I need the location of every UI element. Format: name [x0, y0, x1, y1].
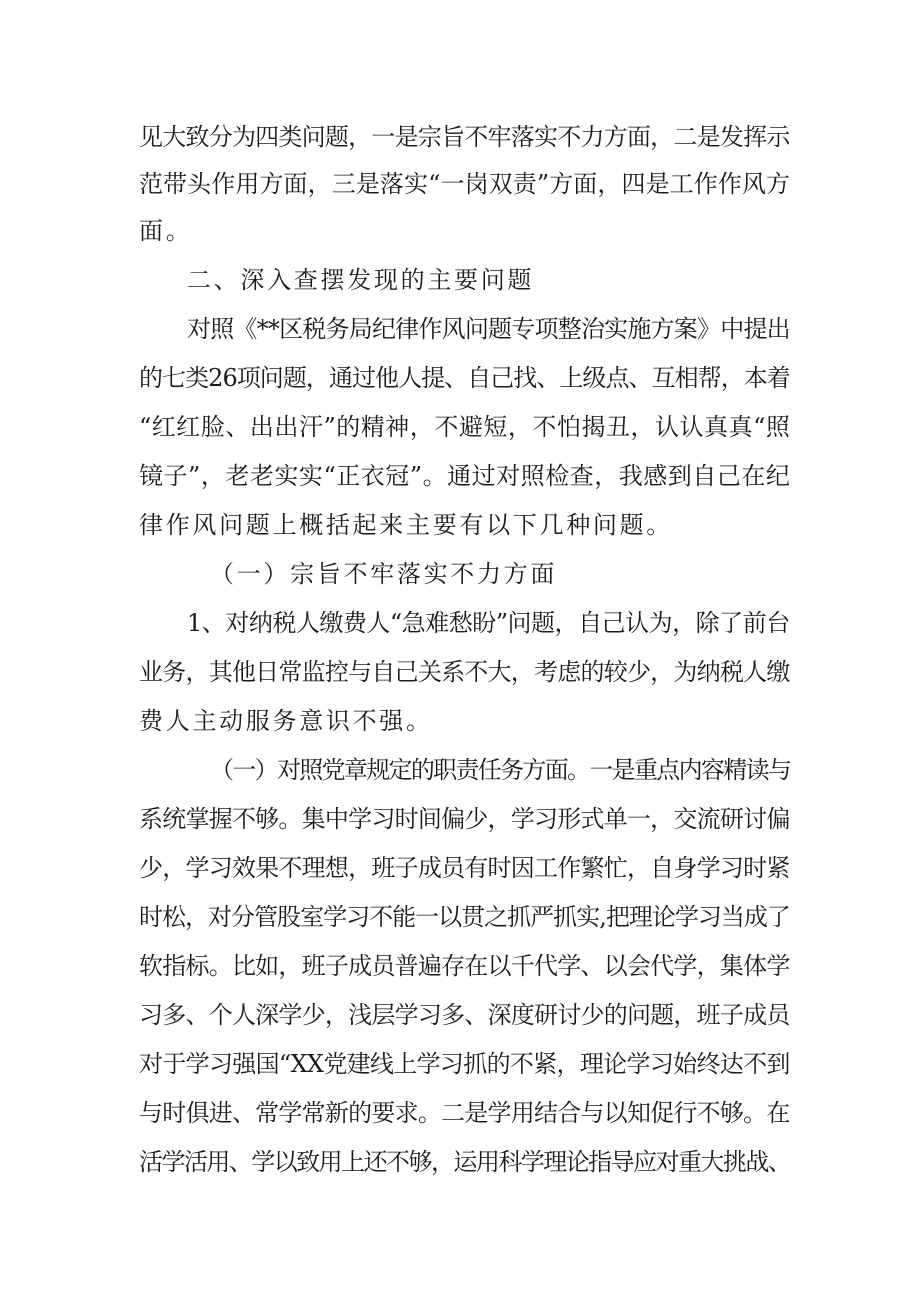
section-heading: 二、深入查摆发现的主要问题 — [187, 266, 535, 294]
text-line: 少，学习效果不理想，班子成员有时因工作繁忙，自身学习时紧 — [139, 854, 790, 882]
text-line: 费人主动服务意识不强。 — [139, 707, 433, 735]
text-line: 与时俱进、常学常新的要求。二是学用结合与以知促行不够。在 — [139, 1099, 790, 1127]
text-line: 的七类26项问题，通过他人提、自己找、上级点、互相帮，本着 — [139, 364, 790, 392]
text-line: 范带头作用方面，三是落实“一岗双责”方面，四是工作作风方 — [139, 170, 791, 198]
text-line: 律作风问题上概括起来主要有以下几种问题。 — [139, 511, 673, 539]
text-line: 镜子”，老老实实“正衣冠”。通过对照检查，我感到自己在纪 — [139, 462, 791, 490]
text-line: 系统掌握不够。集中学习时间偏少，学习形式单一，交流研讨偏 — [139, 805, 790, 833]
subsection-heading: （一）宗旨不牢落实不力方面 — [210, 560, 558, 588]
text-line: 见大致分为四类问题，一是宗旨不牢落实不力方面，二是发挥示 — [139, 123, 790, 151]
text-line: “红红脸、出出汗”的精神，不避短，不怕揭丑，认认真真“照 — [139, 413, 791, 441]
text-line: 对于学习强国“XX党建线上学习抓的不紧，理论学习始终达不到 — [139, 1050, 790, 1078]
text-line: 软指标。比如，班子成员普遍存在以千代学、以会代学，集体学 — [139, 952, 790, 980]
text-line: 时松，对分管股室学习不能一以贯之抓严抓实,把理论学习当成了 — [139, 903, 790, 931]
text-line: 业务，其他日常监控与自己关系不大，考虑的较少，为纳税人缴 — [139, 658, 790, 686]
text-line: 对照《**区税务局纪律作风问题专项整治实施方案》中提出 — [187, 315, 790, 343]
text-line: （一）对照党章规定的职责任务方面。一是重点内容精读与 — [210, 756, 791, 784]
text-line: 1、对纳税人缴费人“急难愁盼”问题，自己认为，除了前台 — [187, 609, 790, 637]
text-line: 面。 — [139, 217, 193, 245]
text-line: 活学活用、学以致用上还不够，运用科学理论指导应对重大挑战、 — [139, 1148, 791, 1176]
text-line: 习多、个人深学少，浅层学习多、深度研讨少的问题，班子成员 — [139, 1001, 790, 1029]
